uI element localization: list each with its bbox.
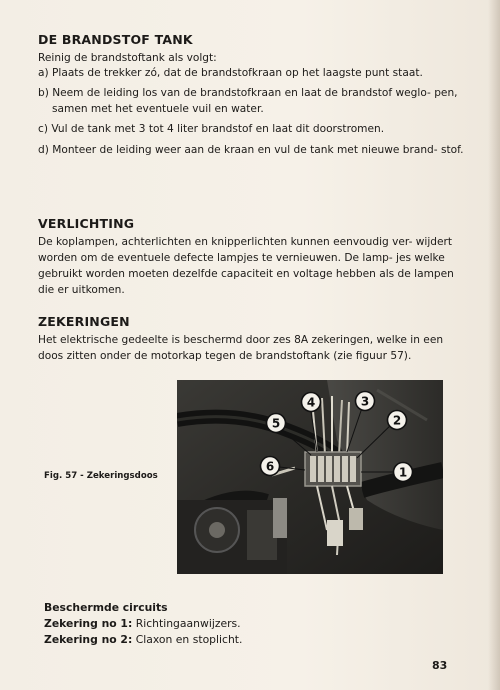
callout-3 (356, 392, 375, 411)
circuit-value: Claxon en stoplicht. (132, 633, 243, 646)
section-heading-lighting: VERLICHTING (38, 216, 135, 231)
protected-circuits (44, 600, 242, 648)
circuit-label: Zekering no 1: (44, 617, 133, 630)
section-heading-fuel-tank: DE BRANDSTOF TANK (38, 32, 193, 47)
fuel-tank-step-b: b) Neem de leiding los van de brandstofkraan en laat de brandstof weglo- pen, samen met het eventuele vuil en water. (38, 87, 458, 115)
circuits-heading: Beschermde circuits (44, 601, 168, 614)
svg-text:2: 2 (392, 413, 402, 428)
svg-text:3: 3 (360, 394, 370, 409)
fuel-tank-step-a: a) Plaats de trekker zó, dat de brandstofkraan op het laagste punt staat. (38, 67, 423, 79)
callout-5 (267, 414, 286, 433)
page-edge-shadow (488, 0, 500, 690)
section-heading-fuses: ZEKERINGEN (38, 314, 130, 329)
page-number: 83 (432, 659, 448, 672)
callout-2 (388, 411, 407, 430)
svg-text:1: 1 (398, 465, 408, 480)
figure-caption: Fig. 57 - Zekeringsdoos (44, 471, 158, 481)
fuse-box-illustration (177, 380, 443, 574)
fuel-tank-intro: Reinig de brandstoftank als volgt: (38, 52, 217, 64)
svg-text:6: 6 (265, 459, 275, 474)
circuit-value: Richtingaanwijzers. (132, 617, 241, 630)
svg-text:5: 5 (271, 416, 281, 431)
circuit-label: Zekering no 2: (44, 633, 133, 646)
fuses-text: Het elektrische gedeelte is beschermd door zes 8A zekeringen, welke in een doos zitten onder de motorkap tegen de brandstoftank (zie figuur 57). (38, 334, 444, 362)
callout-1 (394, 463, 413, 482)
svg-text:4: 4 (306, 395, 316, 410)
lighting-text: De koplampen, achterlichten en knipperlichten kunnen eenvoudig ver- wijdert worden om de eventuele defecte lampjes te vernieuwen. De lamp- jes welke gebruikt worden moeten dezelfde capaciteit en voltage hebben als de lampen die er uitkomen. (38, 236, 454, 296)
callout-4 (302, 393, 321, 412)
circuit-item (44, 632, 242, 648)
fuse-box-photo (177, 380, 443, 574)
fuel-tank-step-d: d) Monteer de leiding weer aan de kraan en vul de tank met nieuwe brand- stof. (38, 144, 464, 156)
callout-6 (261, 457, 280, 476)
circuit-item (44, 616, 242, 632)
fuel-tank-step-c: c) Vul de tank met 3 tot 4 liter brandstof en laat dit doorstromen. (38, 123, 385, 135)
